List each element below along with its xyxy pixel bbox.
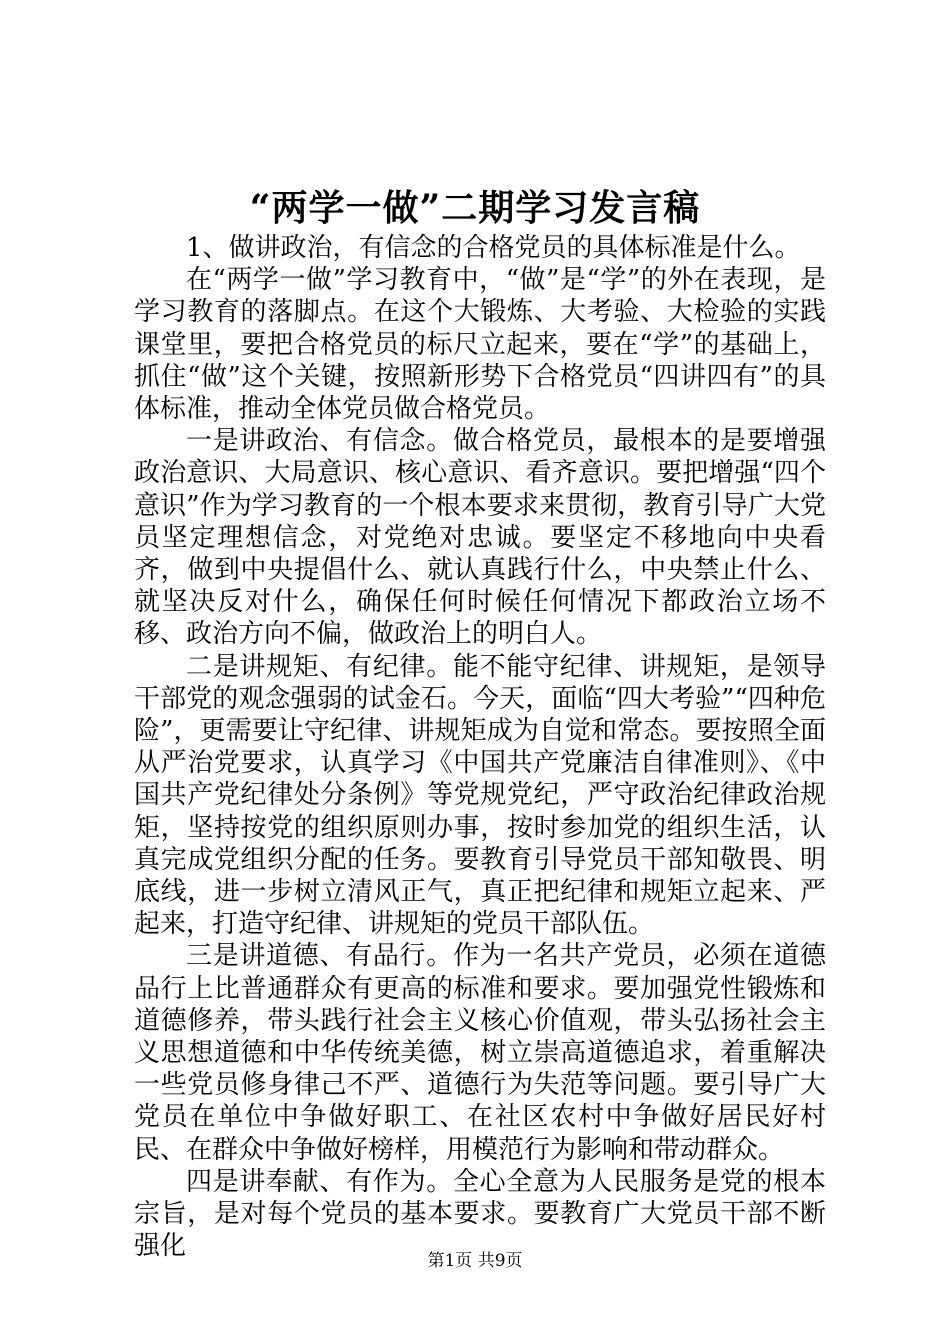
paragraph-intro: 在“两学一做”学习教育中，“做”是“学”的外在表现，是学习教育的落脚点。在这个大锻炼、大考验、大检验的实践课堂里，要把合格党员的标尺立起来，要在“学”的基础上，抓住“做”这个关键，按照新形势下合格党员“四讲四有”的具体标准，推动全体党员做合格党员。 [134,265,826,425]
document-body [134,232,826,1263]
page-number-footer: 第1页 共9页 [427,1251,523,1271]
paragraph-morality: 三是讲道德、有品行。作为一名共产党员，必须在道德品行上比普通群众有更高的标准和要求。要加强党性锻炼和道德修养，带头践行社会主义核心价值观，带头弘扬社会主义思想道德和中华传统美德，树立崇高道德追求，着重解决一些党员修身律己不严、道德行为失范等问题。要引导广大党员在单位中争做好职工、在社区农村中争做好居民好村民、在群众中争做好榜样，用模范行为影响和带动群众。 [134,941,826,1165]
paragraph-dedication: 四是讲奉献、有作为。全心全意为人民服务是党的根本宗旨，是对每个党员的基本要求。要教育广大党员干部不断强化 [134,1166,826,1262]
paragraph-discipline: 二是讲规矩、有纪律。能不能守纪律、讲规矩，是领导干部党的观念强弱的试金石。今天，面临“四大考验”“四种危险”，更需要让守纪律、讲规矩成为自觉和常态。要按照全面从严治党要求，认真学习《中国共产党廉洁自律准则》、《中国共产党纪律处分条例》等党规党纪，严守政治纪律政治规矩，坚持按党的组织原则办事，按时参加党的组织生活，认真完成党组织分配的任务。要教育引导党员干部知敬畏、明底线，进一步树立清风正气，真正把纪律和规矩立起来、严起来，打造守纪律、讲规矩的党员干部队伍。 [134,651,826,940]
paragraph-politics: 一是讲政治、有信念。做合格党员，最根本的是要增强政治意识、大局意识、核心意识、看齐意识。要把增强“四个意识”作为学习教育的一个根本要求来贯彻，教育引导广大党员坚定理想信念，对党绝对忠诚。要坚定不移地向中央看齐，做到中央提倡什么、就认真践行什么，中央禁止什么、就坚决反对什么，确保任何时候任何情况下都政治立场不移、政治方向不偏，做政治上的明白人。 [134,426,826,650]
document-title: “两学一做”二期学习发言稿 [249,187,701,229]
paragraph-question: 1、做讲政治，有信念的合格党员的具体标准是什么。 [186,233,801,263]
